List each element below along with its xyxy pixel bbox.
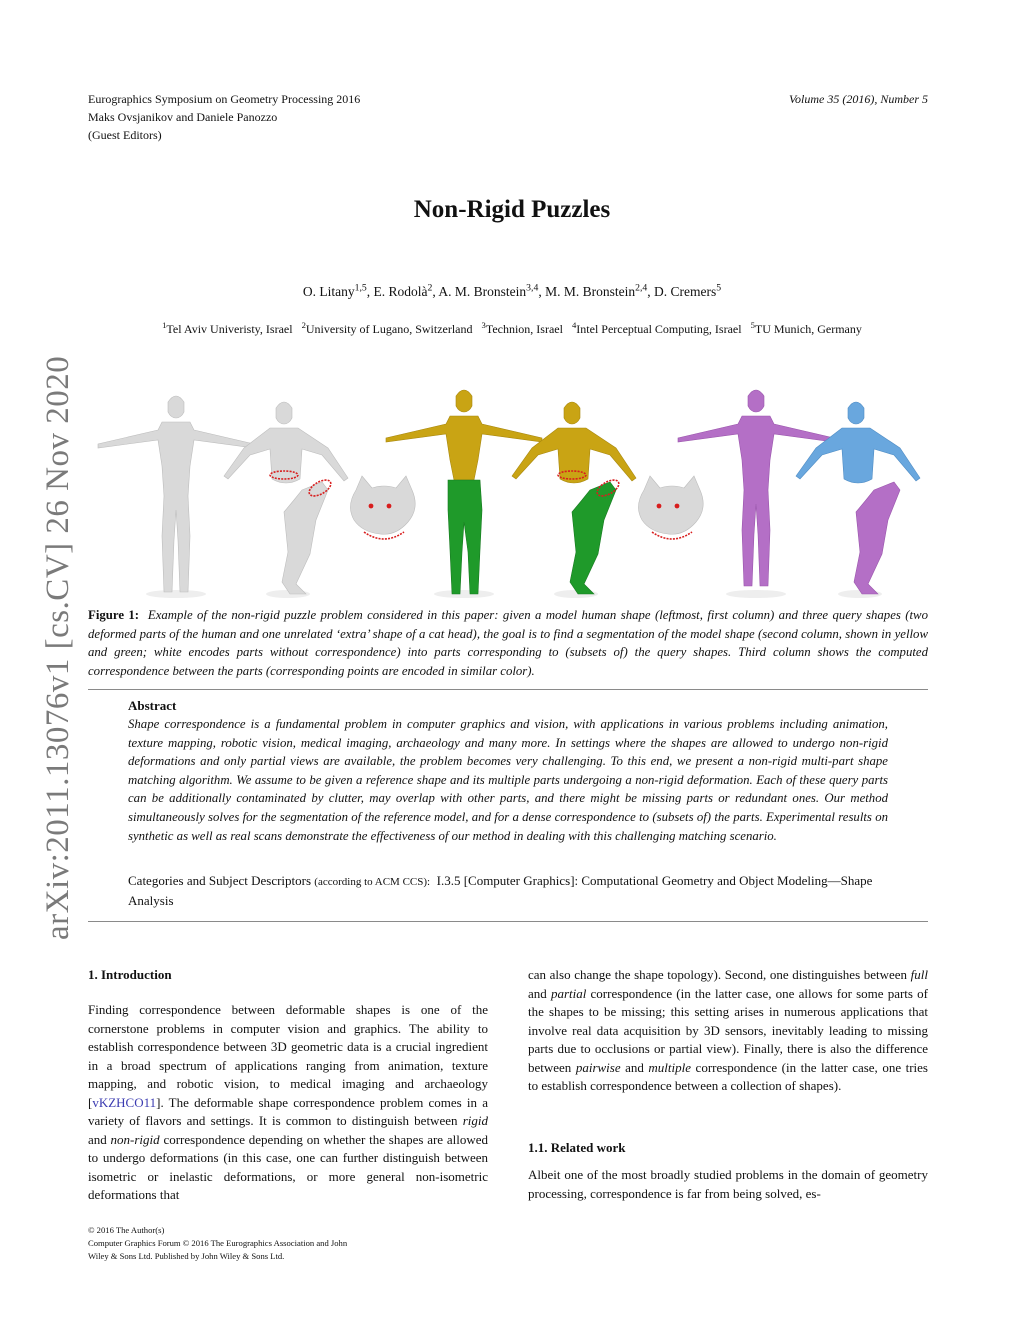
- affil-name: Intel Perceptual Computing, Israel: [576, 322, 742, 336]
- cat-eye: [657, 504, 662, 509]
- human-model-lower-green: [448, 480, 482, 594]
- related-work-paragraph: Albeit one of the most broadly studied problems in the domain of geometry processing, correspondence is far from being solved, es-: [528, 1167, 928, 1201]
- figure-column-2: [224, 402, 415, 598]
- text: correspondence (in the latter case, one tries to establish correspondence between a collection of shapes).: [528, 1059, 928, 1093]
- citation-link[interactable]: vKZHCO11: [92, 1094, 157, 1110]
- abstract-text: Shape correspondence is a fundamental problem in computer graphics and vision, with applications in various problems including animation, texture mapping, robotic vision, medical imaging, archaeology and many more. In settings where the shapes are allowed to undergo non-rigid deformations and only partial views are available, the problem becomes very challenging. To this end, we present a non-rigid multi-part shape matching algorithm. We assume to be given a reference shape and its multiple parts undergoing a non-rigid deformation. Each of these query parts can be additionally contaminated by clutter, may overlap with other parts, and there might be missing parts or redundant ones. Our method simultaneously solves for the segmentation of the reference model, and for a dense correspondence to (subsets of) the parts. Experimental results on synthetic as well as real scans demonstrate the effectiveness of our method in dealing with this challenging matching scenario.: [128, 717, 888, 843]
- paper-title: Non-Rigid Puzzles: [413, 196, 611, 223]
- section-heading: 1. Introduction: [88, 967, 172, 982]
- human-part-lower-green: [570, 482, 616, 594]
- shadow: [726, 590, 786, 598]
- figure-column-1: [98, 396, 254, 598]
- footer-line: © 2016 The Author(s): [88, 1225, 165, 1235]
- figure-column-4: [678, 390, 920, 598]
- footer-line: Computer Graphics Forum © 2016 The Eurographics Association and John: [88, 1238, 348, 1248]
- human-model-colored: [678, 390, 834, 586]
- caption-text: Example of the non-rigid puzzle problem considered in this paper: given a model human shape (leftmost, first column) and three query shapes (two deformed parts of the human and one unrelated ‘extra’ shape of a cat head), the goal is to find a segmentation of the model shape (second column, shown in yellow and green; white encodes parts without correspondence) into parts corresponding to (subsets of) the query shapes. Third column shows the computed correspondence between the parts (corresponding points are encoded in similar color).: [88, 608, 928, 678]
- author-sup: 1,5: [354, 282, 367, 294]
- affil-sup: 1: [162, 320, 167, 330]
- human-part-lower: [282, 482, 328, 594]
- figure-column-3: [386, 390, 703, 598]
- header-line: Eurographics Symposium on Geometry Processing 2016: [88, 92, 361, 106]
- emphasis: multiple: [648, 1059, 692, 1075]
- text: ]. The deformable shape correspondence problem comes in a variety of flavors and settings. It is common to distinguish between: [88, 1094, 488, 1128]
- categories-text: I.3.5 [Computer Graphics]: Computational Geometry and Object Modeling—Shape Analysis: [128, 873, 873, 908]
- affil-name: Tel Aviv Univeristy, Israel: [166, 322, 293, 336]
- journal-header-left: [88, 90, 508, 144]
- author-list: O. Litany$^{1,5}$, E. Rodolà$^2$, A. M. Bronstein$^{3,4}$, M. M. Bronstein$^{2,4}$, D. Cremers$^5$: [302, 282, 722, 299]
- cat-eye: [675, 504, 680, 509]
- affil-sup: 2: [301, 320, 306, 330]
- arxiv-stamp: arXiv:2011.13076v1 [cs.CV] 26 Nov 2020: [40, 355, 76, 940]
- shadow: [434, 590, 494, 598]
- categories: [128, 872, 888, 910]
- emphasis: non-rigid: [110, 1131, 160, 1147]
- shadow: [146, 590, 206, 598]
- text: correspondence (in the latter case, one allows for some parts of the shapes to be missing; this setting arises in numerous applications that involve real data acquisition by 3D sensors, inevitably leading to missing parts due to occlusions or partial view). Finally, there is also the difference between: [528, 985, 928, 1075]
- text: Finding correspondence between deformable shapes is one of the cornerstone problems in computer vision and graphics. The ability to establish correspondence between 3D geometric data is a crucial ingredient in a broad spectrum of applications ranging from animation, texture mapping, and robotic vision, to medical imaging and archaeology [: [88, 1002, 488, 1110]
- human-part-lower-colored: [854, 482, 900, 594]
- cat-head: [350, 476, 415, 534]
- human-part-colored: [796, 402, 920, 483]
- author-sup: 3,4: [526, 282, 539, 294]
- author-name: D. Cremers: [654, 284, 717, 299]
- volume-header: Volume 35 (2016), Number 5: [789, 92, 928, 106]
- author-sup: 2,4: [635, 282, 648, 294]
- author-name: M. M. Bronstein: [545, 284, 636, 299]
- text: and: [88, 1131, 111, 1147]
- abstract-heading: Abstract: [128, 698, 177, 713]
- text: can also change the shape topology). Second, one distinguishes between: [528, 967, 911, 982]
- categories-label: Categories and Subject Descriptors: [128, 873, 312, 888]
- divider: [88, 921, 928, 922]
- emphasis: pairwise: [575, 1059, 621, 1075]
- affil-sup: 5: [750, 320, 755, 330]
- text: and: [528, 985, 551, 1001]
- human-part-upper-yellow: [512, 402, 636, 483]
- affil-name: TU Munich, Germany: [754, 322, 862, 336]
- categories-note: (according to ACM CCS):: [314, 876, 431, 888]
- author-name: O. Litany: [302, 284, 355, 299]
- author-sup: 2: [427, 282, 433, 294]
- footer-line: Wiley & Sons Ltd. Published by John Wiley & Sons Ltd.: [88, 1251, 285, 1261]
- affil-sup: 4: [571, 320, 577, 330]
- affil-name: University of Lugano, Switzerland: [305, 322, 473, 336]
- subsection-heading: 1.1. Related work: [528, 1140, 626, 1155]
- author-name: A. M. Bronstein: [438, 284, 527, 299]
- emphasis: full: [910, 967, 928, 982]
- caption-label: Figure 1:: [88, 608, 140, 622]
- intro-paragraph-continued: [528, 966, 928, 1096]
- emphasis: partial: [550, 985, 587, 1001]
- cat-eye: [387, 504, 392, 509]
- author-name: E. Rodolà: [373, 284, 428, 299]
- affiliation-list: [0, 322, 1024, 337]
- human-model: [98, 396, 254, 592]
- text: correspondence depending on whether the shapes are allowed to undergo deformations (in this case, one can further distinguish between isometric or inelastic deformations, or more general non-isometric deformations that: [88, 1131, 488, 1202]
- divider: [88, 689, 928, 690]
- emphasis: rigid: [462, 1113, 488, 1128]
- intro-paragraph: [88, 1001, 488, 1205]
- header-line: (Guest Editors): [88, 128, 162, 142]
- header-line: Maks Ovsjanikov and Daniele Panozzo: [88, 110, 278, 124]
- figure-1-illustration: [88, 372, 928, 604]
- text: and: [620, 1059, 649, 1075]
- figure-caption: [88, 606, 928, 680]
- copyright-footer: [88, 1224, 408, 1263]
- affil-name: Technion, Israel: [485, 322, 563, 336]
- affil-sup: 3: [481, 320, 486, 330]
- author-sup: 5: [716, 282, 722, 294]
- cat-eye: [369, 504, 374, 509]
- cat-head: [638, 476, 703, 534]
